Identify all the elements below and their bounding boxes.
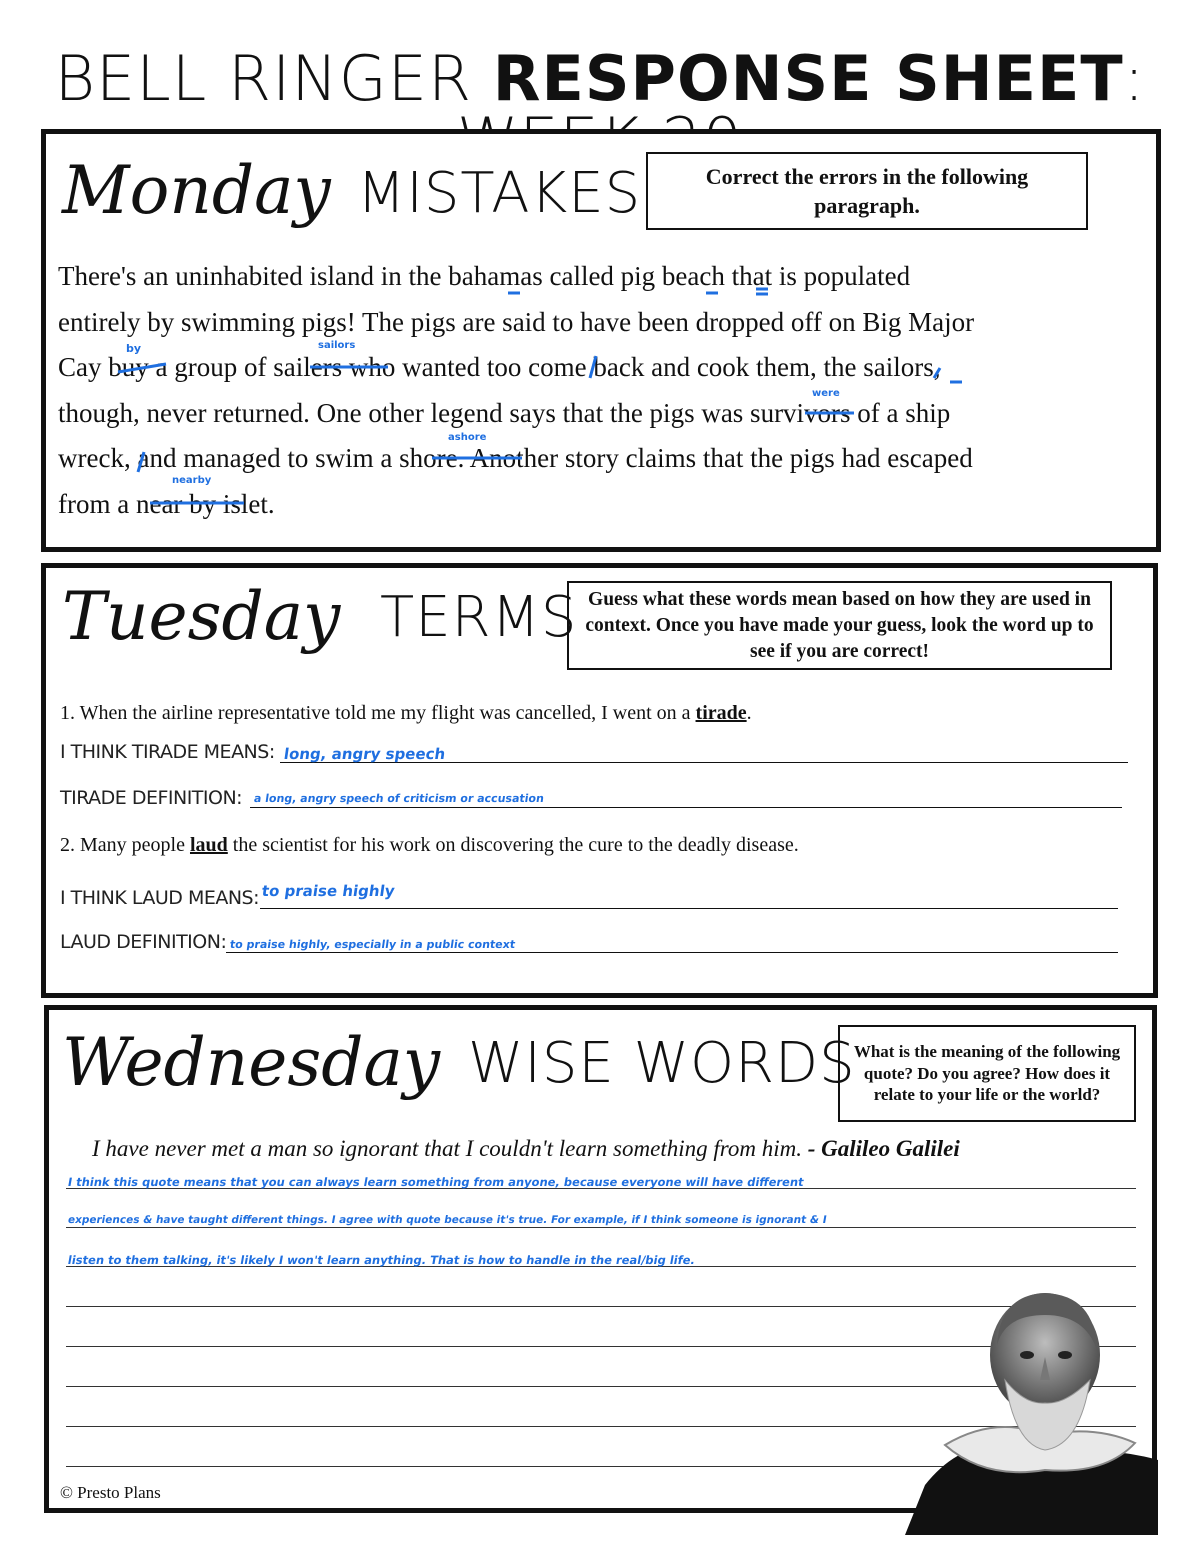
- correction-by: by: [126, 342, 142, 355]
- strike-buy: [118, 364, 166, 372]
- quote-author: - Galileo Galilei: [801, 1136, 960, 1161]
- wednesday-answer-line: experiences & have taught different things. I agree with quote because it's true. For example, if I think someone is ignorant & I: [66, 1214, 828, 1226]
- laud-definition-answer: to praise highly, especially in a public context: [229, 938, 517, 951]
- laud-guess-label: I THINK LAUD MEANS:: [60, 887, 260, 909]
- correction-were: were: [812, 388, 840, 399]
- copyright-notice: © Presto Plans: [60, 1483, 161, 1502]
- monday-instruction-text: Correct the errors in the following paragraph.: [705, 164, 1029, 218]
- tirade-definition-answer: a long, angry speech of criticism or accusation: [253, 792, 545, 805]
- vocab-word-tirade: tirade: [695, 702, 747, 724]
- wednesday-instruction-text: What is the meaning of the following quote? Do you agree? How does it relate to your life or the world?: [853, 1042, 1121, 1105]
- delete-o-mark: [590, 356, 596, 378]
- laud-guess-answer: to praise highly: [260, 882, 396, 900]
- tirade-definition-label: TIRADE DEFINITION:: [60, 787, 243, 809]
- paragraph-line: There's an uninhabited island in the bahamas called pig beach that is populated: [58, 261, 911, 291]
- tuesday-category-heading: TERMS: [380, 585, 578, 650]
- vocab-word-laud: laud: [189, 834, 228, 856]
- paragraph-line: from a near by islet.: [58, 488, 275, 519]
- title-part-3: :: [1123, 42, 1146, 115]
- correction-sailors: sailors: [318, 340, 356, 351]
- tuesday-day-heading: Tuesday: [62, 578, 341, 655]
- tirade-guess-answer: long, angry speech: [282, 745, 447, 763]
- monday-day-heading: Monday: [62, 152, 331, 229]
- period-mark: [934, 368, 940, 378]
- paragraph-line: entirely by swimming pigs! The pigs are said to have been dropped off on Big Major: [58, 306, 975, 337]
- response-line[interactable]: [66, 1227, 1136, 1228]
- tirade-guess-label: I THINK TIRADE MEANS:: [60, 741, 275, 763]
- tuesday-instruction-text: Guess what these words mean based on how they are used in context. Once you have made your guess, look the word up to see if you are correct!: [585, 588, 1094, 662]
- tuesday-instructions: [567, 581, 1112, 670]
- paragraph-line: though, never returned. One other legend says that the pigs was survivors of a ship: [58, 397, 951, 428]
- laud-definition-label: LAUD DEFINITION:: [60, 931, 227, 953]
- correction-ashore: ashore: [448, 432, 487, 443]
- paragraph-line: Cay buy a group of sailers who wanted too come back and cook them, the sailors,: [58, 352, 941, 382]
- wednesday-answer-line: I think this quote means that you can always learn something from anyone, because everyone will have different: [66, 1175, 805, 1189]
- comma-delete-mark: [138, 452, 144, 472]
- wednesday-day-heading: Wednesday: [62, 1024, 441, 1101]
- laud-definition-line[interactable]: [226, 952, 1118, 953]
- galileo-portrait: [905, 1285, 1158, 1535]
- correction-marks: [0, 0, 1200, 560]
- wednesday-answer-line: listen to them talking, it's likely I won't learn anything. That is how to handle in the real/big life.: [66, 1253, 697, 1267]
- paragraph-line: wreck, and managed to swim a shore. Another story claims that the pigs had escaped: [58, 443, 973, 473]
- correction-nearby: nearby: [172, 475, 212, 486]
- laud-guess-line[interactable]: [260, 908, 1118, 909]
- quote-text: I have never met a man so ignorant that I couldn't learn something from him.: [92, 1136, 802, 1161]
- galileo-quote: [92, 1136, 960, 1162]
- title-part-1: BELL RINGER: [54, 42, 493, 115]
- tuesday-question-2: 2. Many people laud the scientist for his work on discovering the cure to the deadly disease.: [60, 834, 799, 856]
- tirade-definition-line[interactable]: [250, 807, 1122, 808]
- wednesday-category-heading: WISE WORDS: [468, 1031, 856, 1096]
- title-part-2: RESPONSE SHEET: [492, 42, 1124, 115]
- monday-category-heading: MISTAKES: [357, 161, 642, 226]
- tuesday-question-1: 1. When the airline representative told me my flight was cancelled, I went on a tirade.: [60, 702, 752, 724]
- wednesday-instructions: [838, 1025, 1136, 1122]
